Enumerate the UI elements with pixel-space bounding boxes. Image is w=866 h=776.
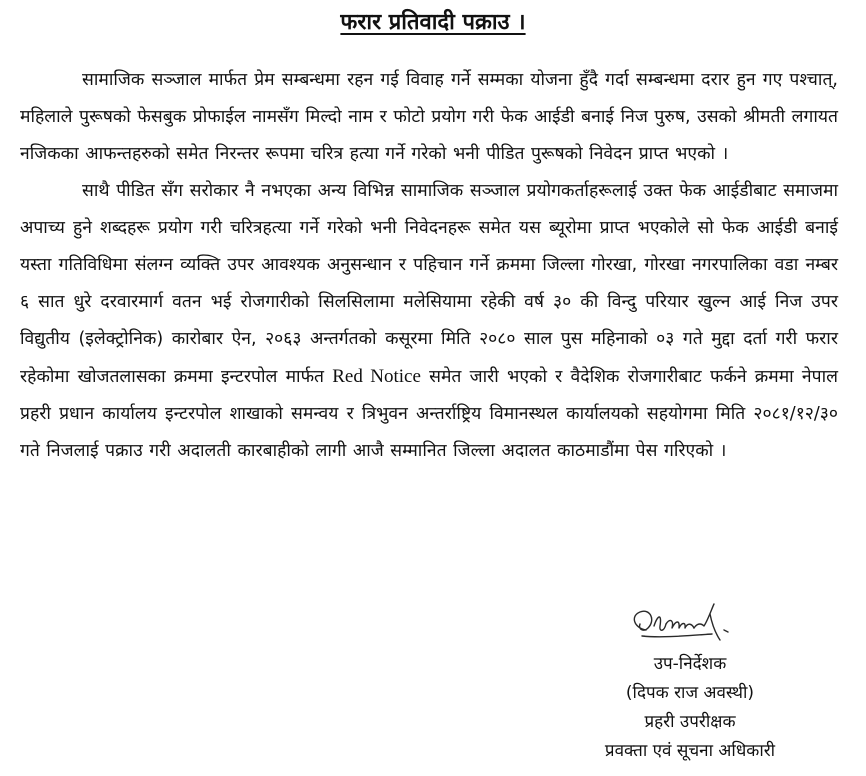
red-notice-text: Red Notice (332, 366, 421, 387)
document-title-text: फरार प्रतिवादी पक्राउ । (340, 10, 526, 35)
document-title (0, 8, 866, 38)
signatory-role: प्रवक्ता एवं सूचना अधिकारी (604, 741, 776, 761)
handwritten-signature (624, 600, 734, 652)
signatory-name: (दिपक राज अवस्थी) (625, 683, 755, 703)
body-text (20, 62, 838, 470)
paragraph-2-part-2: समेत जारी भएको र वैदेशिक रोजगारीबाट फर्कने क्रममा नेपाल प्रहरी प्रधान कार्यालय इन्टरपोल शाखाको समन्वय र त्रिभुवन अन्तर्राष्ट्रिय विमानस्थल कार्यालयको सहयोगमा मिति २०८१/१२/३० गते निजलाई पक्राउ गरी अदालती कारबाहीको लागी आजै सम्मानित जिल्ला अदालत काठमाडौंमा पेस गरिएको । (20, 367, 838, 461)
paragraph-1: सामाजिक सञ्जाल मार्फत प्रेम सम्बन्धमा रहन गई विवाह गर्ने सम्मका योजना हुँदै गर्दा सम्बन्धमा दरार हुन गए पश्चात्, महिलाले पुरूषको फेसबुक प्रोफाईल नामसँग मिल्दो नाम र फोटो प्रयोग गरी फेक आईडी बनाई निज पुरुष, उसको श्रीमती लगायत नजिकका आफन्तहरुको समेत निरन्तर रूपमा चरित्र हत्या गर्ने गरेको भनी पीडित पुरूषको निवेदन प्राप्त भएको । (20, 70, 838, 164)
signatory-rank: प्रहरी उपरीक्षक (644, 712, 736, 732)
signatory-designation: उप-निर्देशक (653, 654, 727, 674)
paragraph-2-part-1: साथै पीडित सँग सरोकार नै नभएका अन्य विभिन्न सामाजिक सञ्जाल प्रयोगकर्ताहरूलाई उक्त फेक आईडीबाट समाजमा अपाच्य हुने शब्दहरू प्रयोग गरी चरित्रहत्या गर्ने गरेको भनी निवेदनहरू समेत यस ब्यूरोमा प्राप्त भएकोले सो फेक आईडी बनाई यस्ता गतिविधिमा संलग्न व्यक्ति उपर आवश्यक अनुसन्धान र पहिचान गर्ने क्रममा जिल्ला गोरखा, गोरखा नगरपालिका वडा नम्बर ६ सात धुरे दरवारमार्ग वतन भई रोजगारीको सिलसिलामा मलेसियामा रहेकी वर्ष ३० की विन्दु परियार खुल्न आई निज उपर विद्युतीय (इलेक्ट्रोनिक) कारोबार ऐन, २०६३ अन्तर्गतको कसूरमा मिति २०८० साल पुस महिनाको ०३ गते मुद्दा दर्ता गरी फरार रहेकोमा खोजतलासका क्रममा इन्टरपोल मार्फत (20, 181, 838, 387)
paragraph-2 (20, 173, 838, 470)
signature-block (560, 650, 820, 766)
